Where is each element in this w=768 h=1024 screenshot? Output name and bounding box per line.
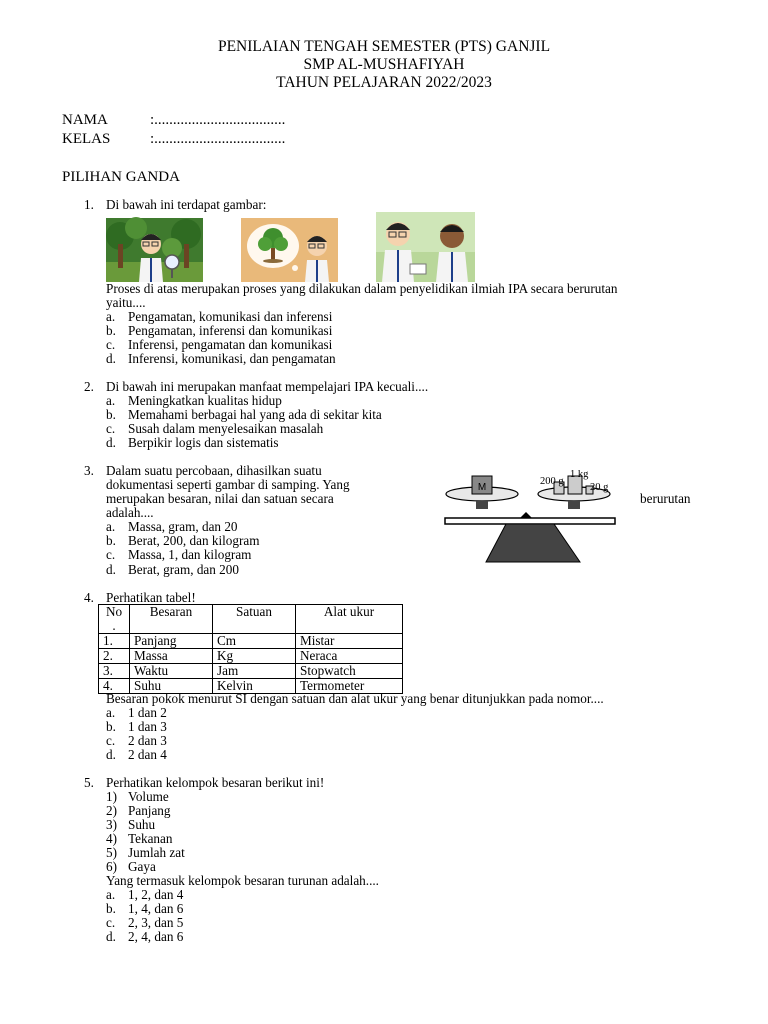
table-header-besaran: Besaran [130,605,213,634]
q3-text-line2: dokumentasi seperti gambar di samping. Yang [106,477,350,492]
table-cell: 3. [99,664,130,679]
q5-item-2: Panjang [128,803,171,818]
class-field[interactable]: :................................... [150,131,286,147]
exam-title: PENILAIAN TENGAH SEMESTER (PTS) GANJIL [217,38,551,55]
q1-option-c[interactable]: Inferensi, pengamatan dan komunikasi [128,337,333,352]
q4-option-d-letter: d. [106,747,116,762]
class-label: KELAS [62,131,111,147]
q5-item-1: Volume [128,789,169,804]
observation-illustration [106,218,203,282]
q2-text: Di bawah ini merupakan manfaat mempelajari IPA kecuali.... [106,379,429,394]
q4-option-b-letter: b. [106,719,116,734]
q5-after-text: Yang termasuk kelompok besaran turunan adalah.... [106,873,379,888]
q3-number: 3. [84,463,94,478]
q5-item-4: Tekanan [128,831,173,846]
weight-200g-label: 200 g [540,476,564,487]
q4-after-text: Besaran pokok menurut SI dengan satuan dan alat ukur yang benar ditunjukkan pada nomor.... [106,691,604,706]
q4-option-a[interactable]: 1 dan 2 [128,705,167,720]
q5-text: Perhatikan kelompok besaran berikut ini! [106,775,325,790]
table-cell: Termometer [296,679,403,694]
q2-option-c-letter: c. [106,421,116,436]
q2-option-c[interactable]: Susah dalam menyelesaikan masalah [128,421,324,436]
table-row [99,664,403,679]
q2-option-a[interactable]: Meningkatkan kualitas hidup [128,393,282,408]
q1-option-c-letter: c. [106,337,116,352]
q2-option-d-letter: d. [106,435,116,450]
q5-item-1-num: 1) [106,789,117,804]
table-cell: Kg [213,649,296,664]
q2-number: 2. [84,379,94,394]
q3-text-line1: Dalam suatu percobaan, dihasilkan suatu [106,463,322,478]
table-header-no: No . [99,605,130,634]
inference-illustration [241,218,338,282]
q5-option-c[interactable]: 2, 3, dan 5 [128,915,184,930]
table-cell: Waktu [130,664,213,679]
q4-option-d[interactable]: 2 dan 4 [128,747,167,762]
q4-option-c[interactable]: 2 dan 3 [128,733,167,748]
table-row [99,649,403,664]
school-name: SMP AL-MUSHAFIYAH [303,56,465,73]
table-cell: Panjang [130,634,213,649]
q1-description: Proses di atas merupakan proses yang dilakukan dalam penyelidikan ilmiah IPA secara berurutan [106,281,618,296]
q5-option-b[interactable]: 1, 4, dan 6 [128,901,184,916]
q5-item-2-num: 2) [106,803,117,818]
weight-1kg-label: 1 kg [570,469,589,480]
table-cell: Kelvin [213,679,296,694]
name-label: NAMA [62,112,108,128]
q3-text-line3-end: berurutan [640,491,691,506]
table-cell: 1. [99,634,130,649]
q1-option-a-letter: a. [106,309,116,324]
table-cell: Suhu [130,679,213,694]
q3-option-b-letter: b. [106,533,116,548]
q5-option-c-letter: c. [106,915,116,930]
q2-option-b-letter: b. [106,407,116,422]
q1-option-d-letter: d. [106,351,116,366]
q5-option-d[interactable]: 2, 4, dan 6 [128,929,184,944]
scale-base [486,524,580,562]
q4-option-a-letter: a. [106,705,116,720]
table-cell: Massa [130,649,213,664]
q5-item-3: Suhu [128,817,156,832]
q1-option-d[interactable]: Inferensi, komunikasi, dan pengamatan [128,351,336,366]
table-cell: 2. [99,649,130,664]
q1-text: Di bawah ini terdapat gambar: [106,197,267,212]
weight-20g-label: 20 g [590,482,609,493]
q5-item-4-num: 4) [106,831,117,846]
table-row [99,634,403,649]
scale-beam [445,518,615,524]
table-cell: Jam [213,664,296,679]
table-header-satuan: Satuan [213,605,296,634]
academic-year: TAHUN PELAJARAN 2022/2023 [276,74,492,91]
q1-description-cont: yaitu.... [106,295,146,310]
q4-number: 4. [84,590,94,605]
q5-number: 5. [84,775,94,790]
q4-text: Perhatikan tabel! [106,590,196,605]
q5-item-6-num: 6) [106,859,117,874]
q5-item-5-num: 5) [106,845,117,860]
q3-option-d-letter: d. [106,562,116,577]
q2-option-a-letter: a. [106,393,116,408]
table-cell: Cm [213,634,296,649]
q5-option-d-letter: d. [106,929,116,944]
q3-option-d[interactable]: Berat, gram, dan 200 [128,562,239,577]
balance-scale-illustration [440,466,620,566]
q1-option-b-letter: b. [106,323,116,338]
q4-option-b[interactable]: 1 dan 3 [128,719,167,734]
q4-option-c-letter: c. [106,733,116,748]
measurement-table [98,604,403,694]
q1-number: 1. [84,197,94,212]
table-cell: Stopwatch [296,664,403,679]
q3-option-a-letter: a. [106,519,116,534]
q3-text-line3: merupakan besaran, nilai dan satuan secara [106,491,334,506]
q1-option-b[interactable]: Pengamatan, inferensi dan komunikasi [128,323,333,338]
table-cell: 4. [99,679,130,694]
q3-option-b[interactable]: Berat, 200, dan kilogram [128,533,260,548]
q3-option-c-letter: c. [106,547,116,562]
q2-option-b[interactable]: Memahami berbagai hal yang ada di sekitar kita [128,407,382,422]
q5-item-6: Gaya [128,859,156,874]
q5-option-b-letter: b. [106,901,116,916]
q3-option-c[interactable]: Massa, 1, dan kilogram [128,547,252,562]
q3-text-line4: adalah.... [106,505,154,520]
q1-option-a[interactable]: Pengamatan, komunikasi dan inferensi [128,309,333,324]
q5-option-a-letter: a. [106,887,116,902]
communication-illustration [376,212,475,282]
q3-option-a[interactable]: Massa, gram, dan 20 [128,519,238,534]
table-header-row [99,605,403,634]
q5-option-a[interactable]: 1, 2, dan 4 [128,887,184,902]
table-cell: Neraca [296,649,403,664]
q5-item-3-num: 3) [106,817,117,832]
mass-label: M [477,482,487,493]
q5-item-5: Jumlah zat [128,845,185,860]
section-title: PILIHAN GANDA [62,169,180,185]
table-cell: Mistar [296,634,403,649]
name-field[interactable]: :................................... [150,112,286,128]
q2-option-d[interactable]: Berpikir logis dan sistematis [128,435,279,450]
table-header-alat: Alat ukur [296,605,403,634]
